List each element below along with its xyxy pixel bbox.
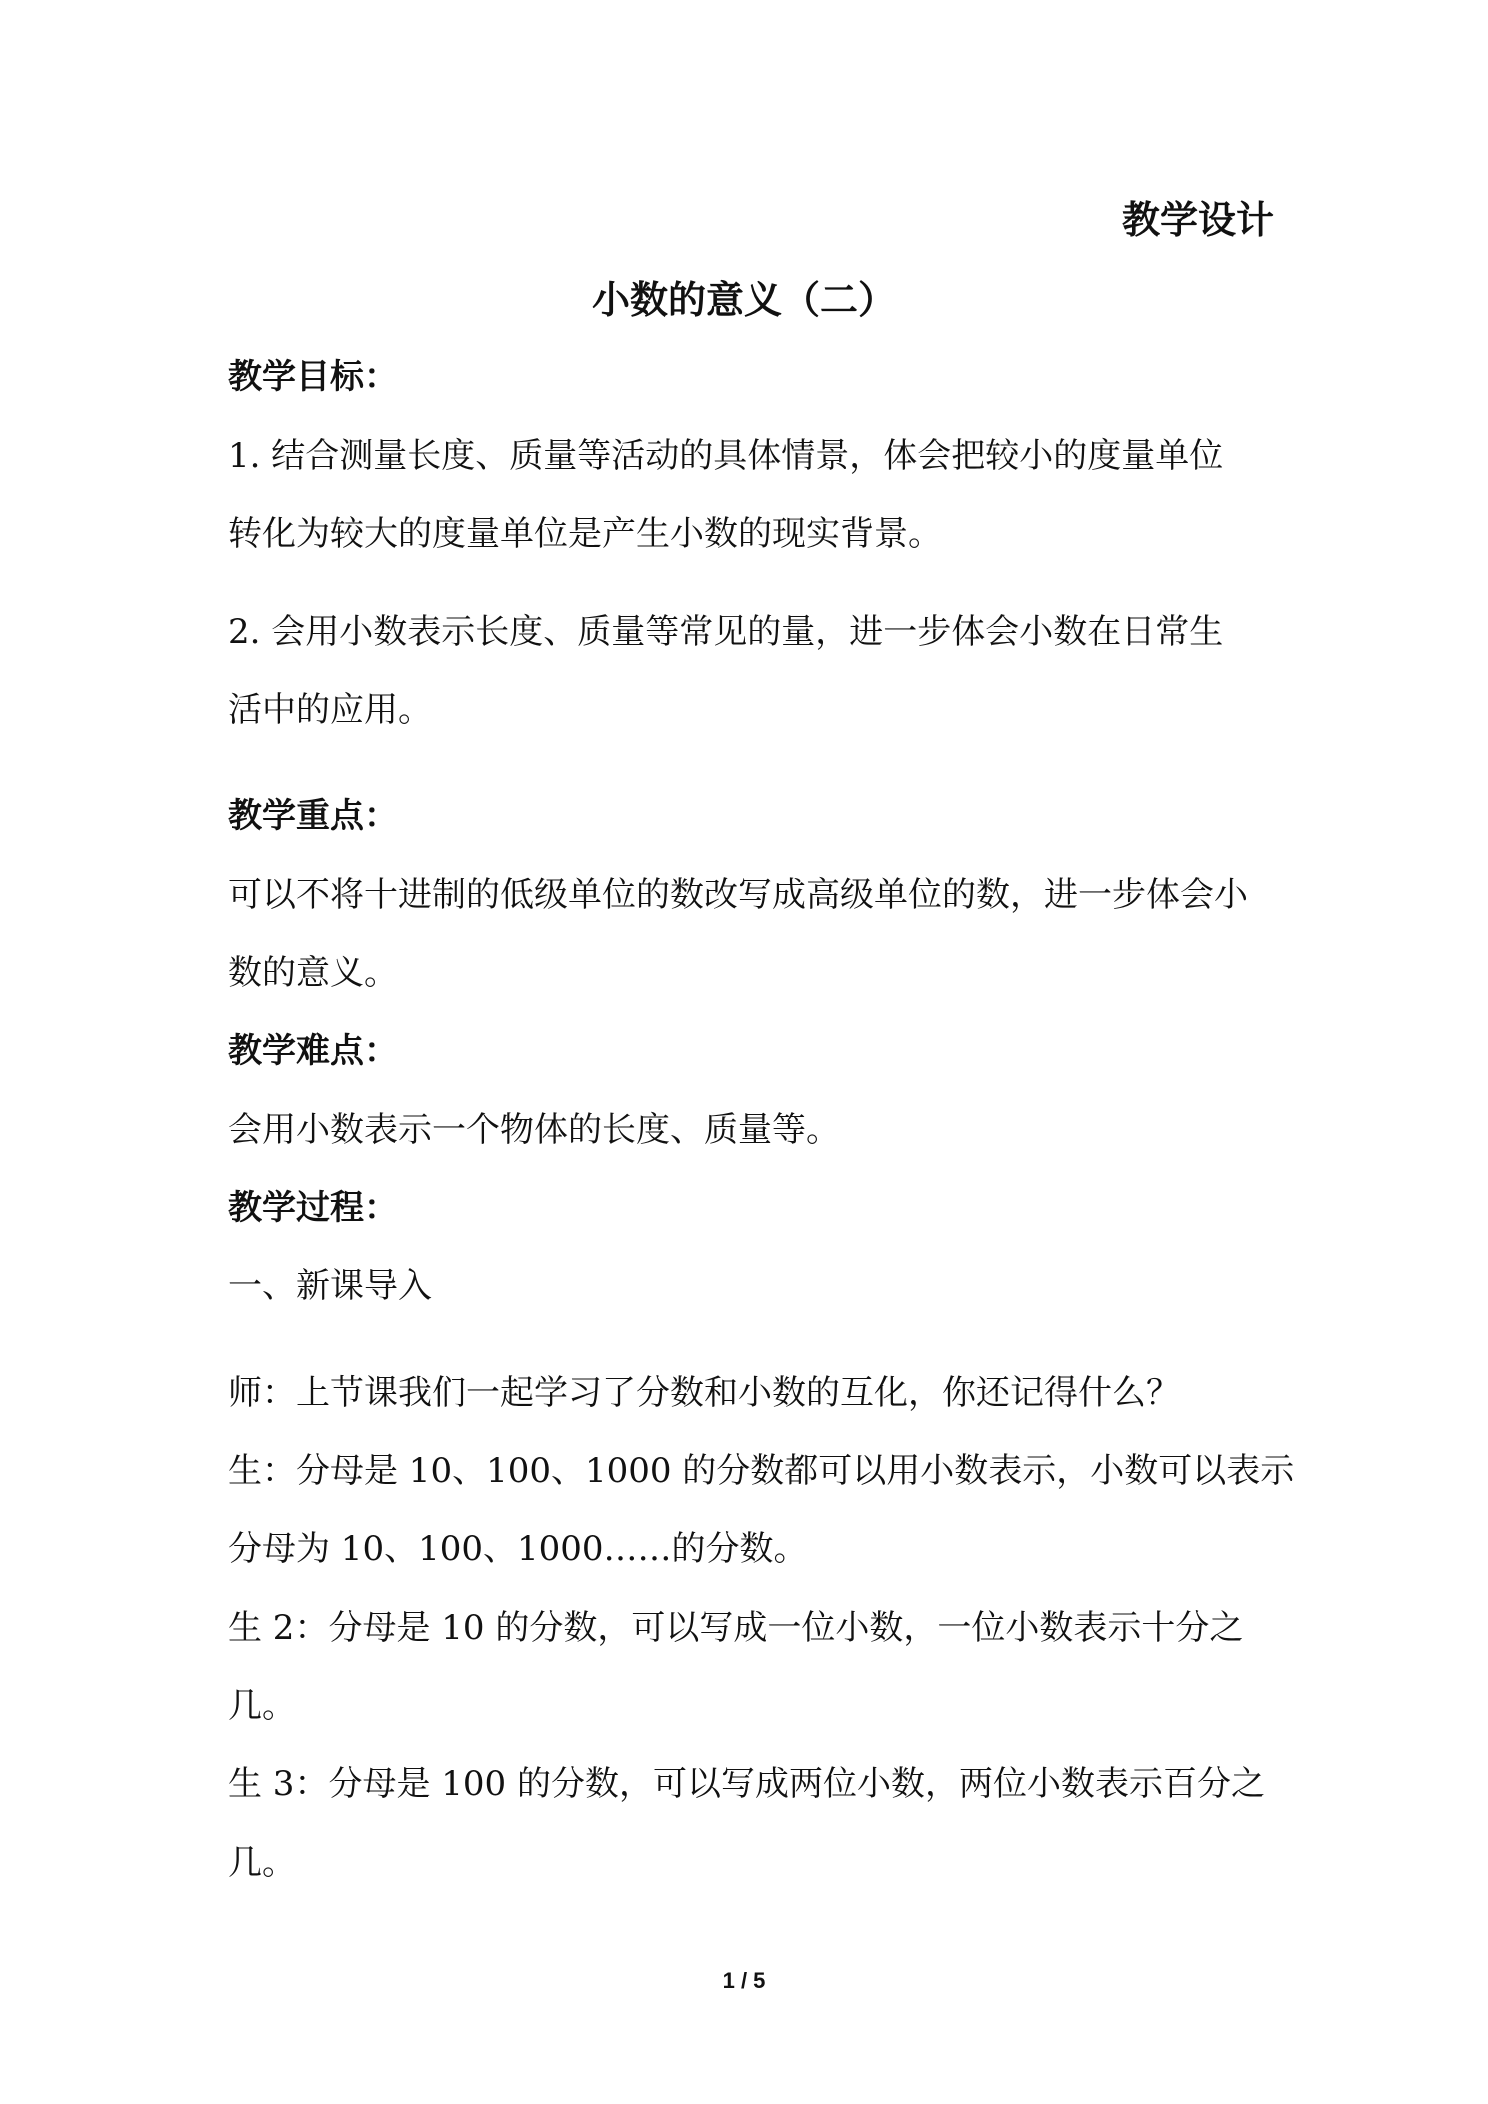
part-one-heading: 一、新课导入 (228, 1266, 432, 1306)
objective-2-line-1: 2. 会用小数表示长度、质量等常见的量，进一步体会小数在日常生 (228, 612, 1224, 652)
difficulty-heading: 教学难点： (228, 1031, 398, 1071)
student-3-line-2: 几。 (228, 1843, 296, 1883)
page-title: 小数的意义（二） (591, 277, 896, 322)
student-2-line-2: 几。 (228, 1686, 296, 1726)
student-3-line-1: 生 3：分母是 100 的分数，可以写成两位小数，两位小数表示百分之 (228, 1764, 1265, 1804)
objective-1-line-1: 1. 结合测量长度、质量等活动的具体情景，体会把较小的度量单位 (228, 436, 1224, 476)
key-points-line-2: 数的意义。 (228, 953, 398, 993)
student-1-line-2: 分母为 10、100、1000……的分数。 (228, 1529, 808, 1569)
student-2-line-1: 生 2：分母是 10 的分数，可以写成一位小数，一位小数表示十分之 (228, 1608, 1244, 1648)
student-1-line-1: 生：分母是 10、100、1000 的分数都可以用小数表示，小数可以表示 (228, 1451, 1295, 1491)
objectives-heading: 教学目标： (228, 357, 398, 397)
page-number: 1 / 5 (722, 1968, 766, 1993)
difficulty-text: 会用小数表示一个物体的长度、质量等。 (228, 1110, 840, 1150)
header-label: 教学设计 (1121, 197, 1274, 242)
process-heading: 教学过程： (228, 1188, 398, 1228)
objective-2-line-2: 活中的应用。 (228, 690, 432, 730)
key-points-heading: 教学重点： (228, 796, 398, 836)
objective-1-line-2: 转化为较大的度量单位是产生小数的现实背景。 (228, 514, 942, 554)
key-points-line-1: 可以不将十进制的低级单位的数改写成高级单位的数，进一步体会小 (228, 875, 1248, 915)
teacher-question: 师：上节课我们一起学习了分数和小数的互化，你还记得什么？ (228, 1373, 1180, 1413)
